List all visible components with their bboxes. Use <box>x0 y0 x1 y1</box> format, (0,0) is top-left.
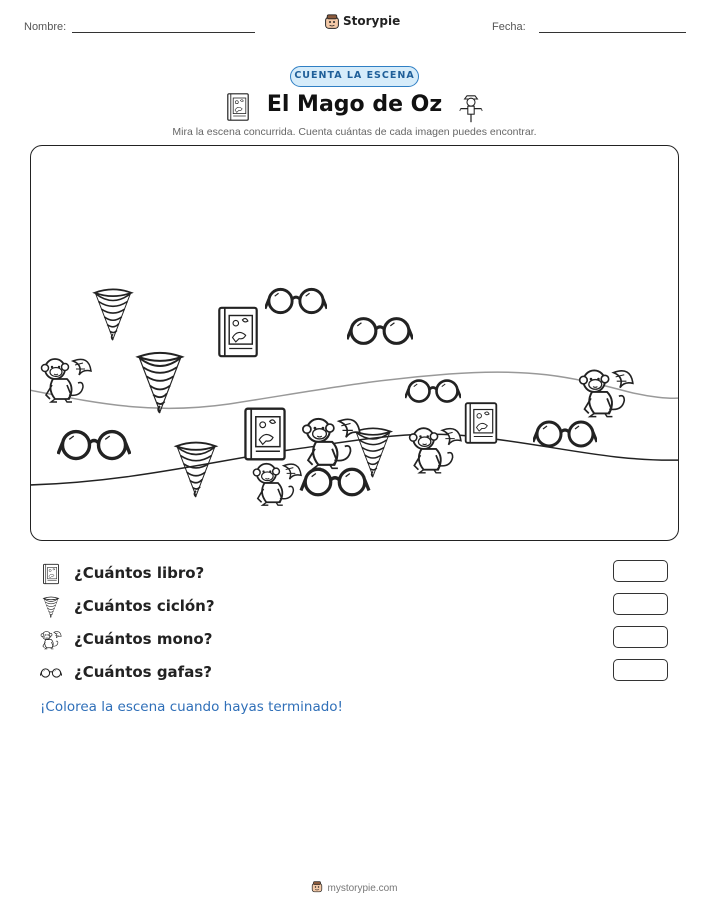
date-line[interactable] <box>539 32 686 33</box>
name-line[interactable] <box>72 32 255 33</box>
glasses-icon <box>40 666 62 680</box>
answer-box-cyclone[interactable] <box>613 593 668 615</box>
question-text: ¿Cuántos gafas? <box>74 663 212 681</box>
book-icon <box>40 563 62 585</box>
answer-box-monkey[interactable] <box>613 626 668 648</box>
glasses-icon <box>265 289 327 312</box>
question-row-cyclone <box>40 596 672 622</box>
question-row-glasses <box>40 662 672 688</box>
page-title: El Mago de Oz <box>266 92 443 117</box>
glasses-icon <box>533 422 597 446</box>
winged-monkey-icon <box>42 359 92 402</box>
scene-canvas <box>30 145 678 540</box>
color-instruction: ¡Colorea la escena cuando hayas terminado! <box>40 699 343 715</box>
footer <box>0 881 709 894</box>
book-icon <box>245 409 284 460</box>
glasses-icon <box>347 319 413 344</box>
scene-panel <box>30 145 679 541</box>
scarecrow-icon <box>459 91 483 123</box>
date-label: Fecha: <box>492 21 526 33</box>
glasses-icon <box>301 469 369 495</box>
glasses-icon <box>58 432 130 459</box>
brand-logo <box>324 13 414 33</box>
cyclone-icon <box>355 428 390 477</box>
storypie-mascot-icon <box>311 881 323 893</box>
question-row-monkey <box>40 629 672 655</box>
storypie-mascot-icon <box>324 14 340 30</box>
instructions: Mira la escena concurrida. Cuenta cuántas de cada imagen puedes encontrar. <box>172 126 537 138</box>
cyclone-icon <box>176 443 215 497</box>
brand-name: Storypie <box>343 14 401 28</box>
book-icon <box>466 403 497 443</box>
glasses-icon <box>405 381 461 402</box>
footer-url[interactable]: mystorypie.com <box>327 883 398 894</box>
name-label: Nombre: <box>24 21 67 33</box>
question-text: ¿Cuántos mono? <box>74 630 213 648</box>
winged-monkey-icon <box>580 370 633 416</box>
answer-box-book[interactable] <box>613 560 668 582</box>
question-row-book <box>40 563 672 589</box>
winged-monkey-icon <box>40 629 62 651</box>
question-text: ¿Cuántos ciclón? <box>74 597 215 615</box>
cyclone-icon <box>138 353 181 413</box>
winged-monkey-icon <box>410 428 461 473</box>
question-text: ¿Cuántos libro? <box>74 564 205 582</box>
book-icon <box>219 308 256 356</box>
activity-badge: CUENTA LA ESCENA <box>290 66 419 87</box>
winged-monkey-icon <box>253 464 301 505</box>
answer-box-glasses[interactable] <box>613 659 668 681</box>
winged-monkey-icon <box>303 419 360 468</box>
cyclone-icon <box>95 289 132 340</box>
cyclone-icon <box>40 596 62 618</box>
